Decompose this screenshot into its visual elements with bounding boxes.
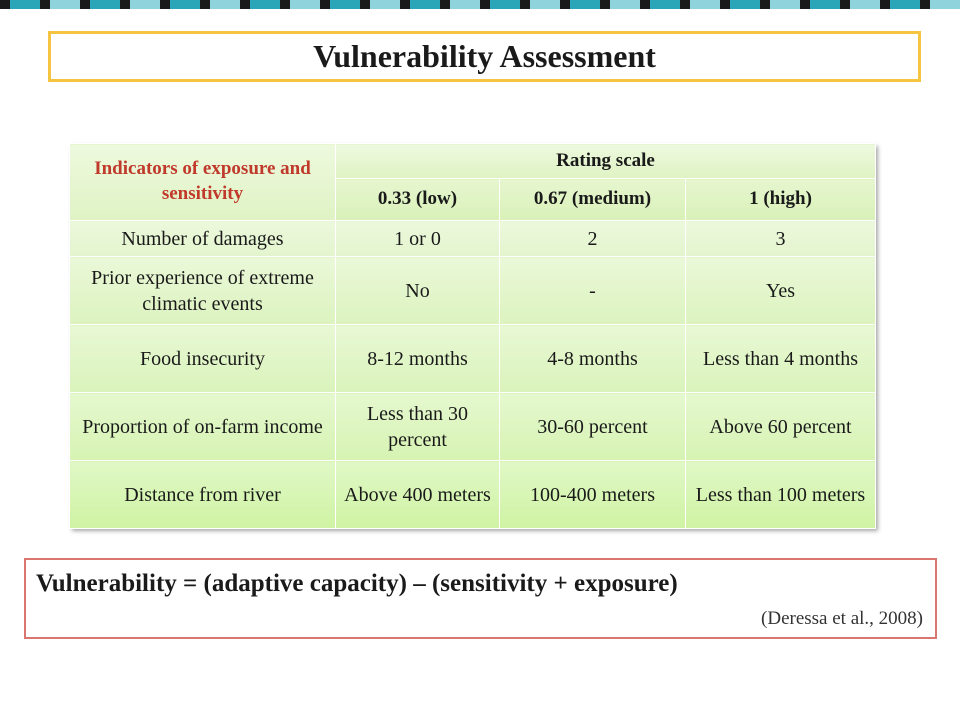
top-decorative-stripe — [0, 0, 960, 9]
formula-citation: (Deressa et al., 2008) — [761, 608, 923, 629]
rating-scale-header: Rating scale — [336, 144, 876, 179]
level-medium-header: 0.67 (medium) — [500, 179, 686, 221]
low-cell: 8-12 months — [336, 325, 500, 393]
table-row — [70, 257, 876, 325]
level-low-header: 0.33 (low) — [336, 179, 500, 221]
level-high-header: 1 (high) — [686, 179, 876, 221]
indicator-column-header: Indicators of exposure and sensitivity — [70, 144, 336, 221]
title-box — [48, 31, 921, 82]
high-cell: 3 — [686, 221, 876, 257]
high-cell: Less than 100 meters — [686, 461, 876, 529]
vulnerability-formula: Vulnerability = (adaptive capacity) – (sensitivity + exposure) — [36, 570, 678, 597]
low-cell: Above 400 meters — [336, 461, 500, 529]
table-row — [70, 461, 876, 529]
rating-table — [69, 143, 875, 528]
high-cell: Above 60 percent — [686, 393, 876, 461]
indicator-cell: Prior experience of extreme climatic events — [70, 257, 336, 325]
medium-cell: 2 — [500, 221, 686, 257]
table-row — [70, 325, 876, 393]
low-cell: Less than 30 percent — [336, 393, 500, 461]
medium-cell: 30-60 percent — [500, 393, 686, 461]
low-cell: No — [336, 257, 500, 325]
high-cell: Less than 4 months — [686, 325, 876, 393]
formula-box — [24, 558, 937, 639]
page-title: Vulnerability Assessment — [313, 38, 656, 74]
medium-cell: 4-8 months — [500, 325, 686, 393]
indicator-cell: Food insecurity — [70, 325, 336, 393]
high-cell: Yes — [686, 257, 876, 325]
table-row — [70, 221, 876, 257]
header-row-1 — [70, 144, 876, 179]
low-cell: 1 or 0 — [336, 221, 500, 257]
rating-table-grid — [69, 143, 876, 529]
indicator-cell: Distance from river — [70, 461, 336, 529]
indicator-cell: Number of damages — [70, 221, 336, 257]
table-row — [70, 393, 876, 461]
indicator-cell: Proportion of on-farm income — [70, 393, 336, 461]
medium-cell: - — [500, 257, 686, 325]
medium-cell: 100-400 meters — [500, 461, 686, 529]
